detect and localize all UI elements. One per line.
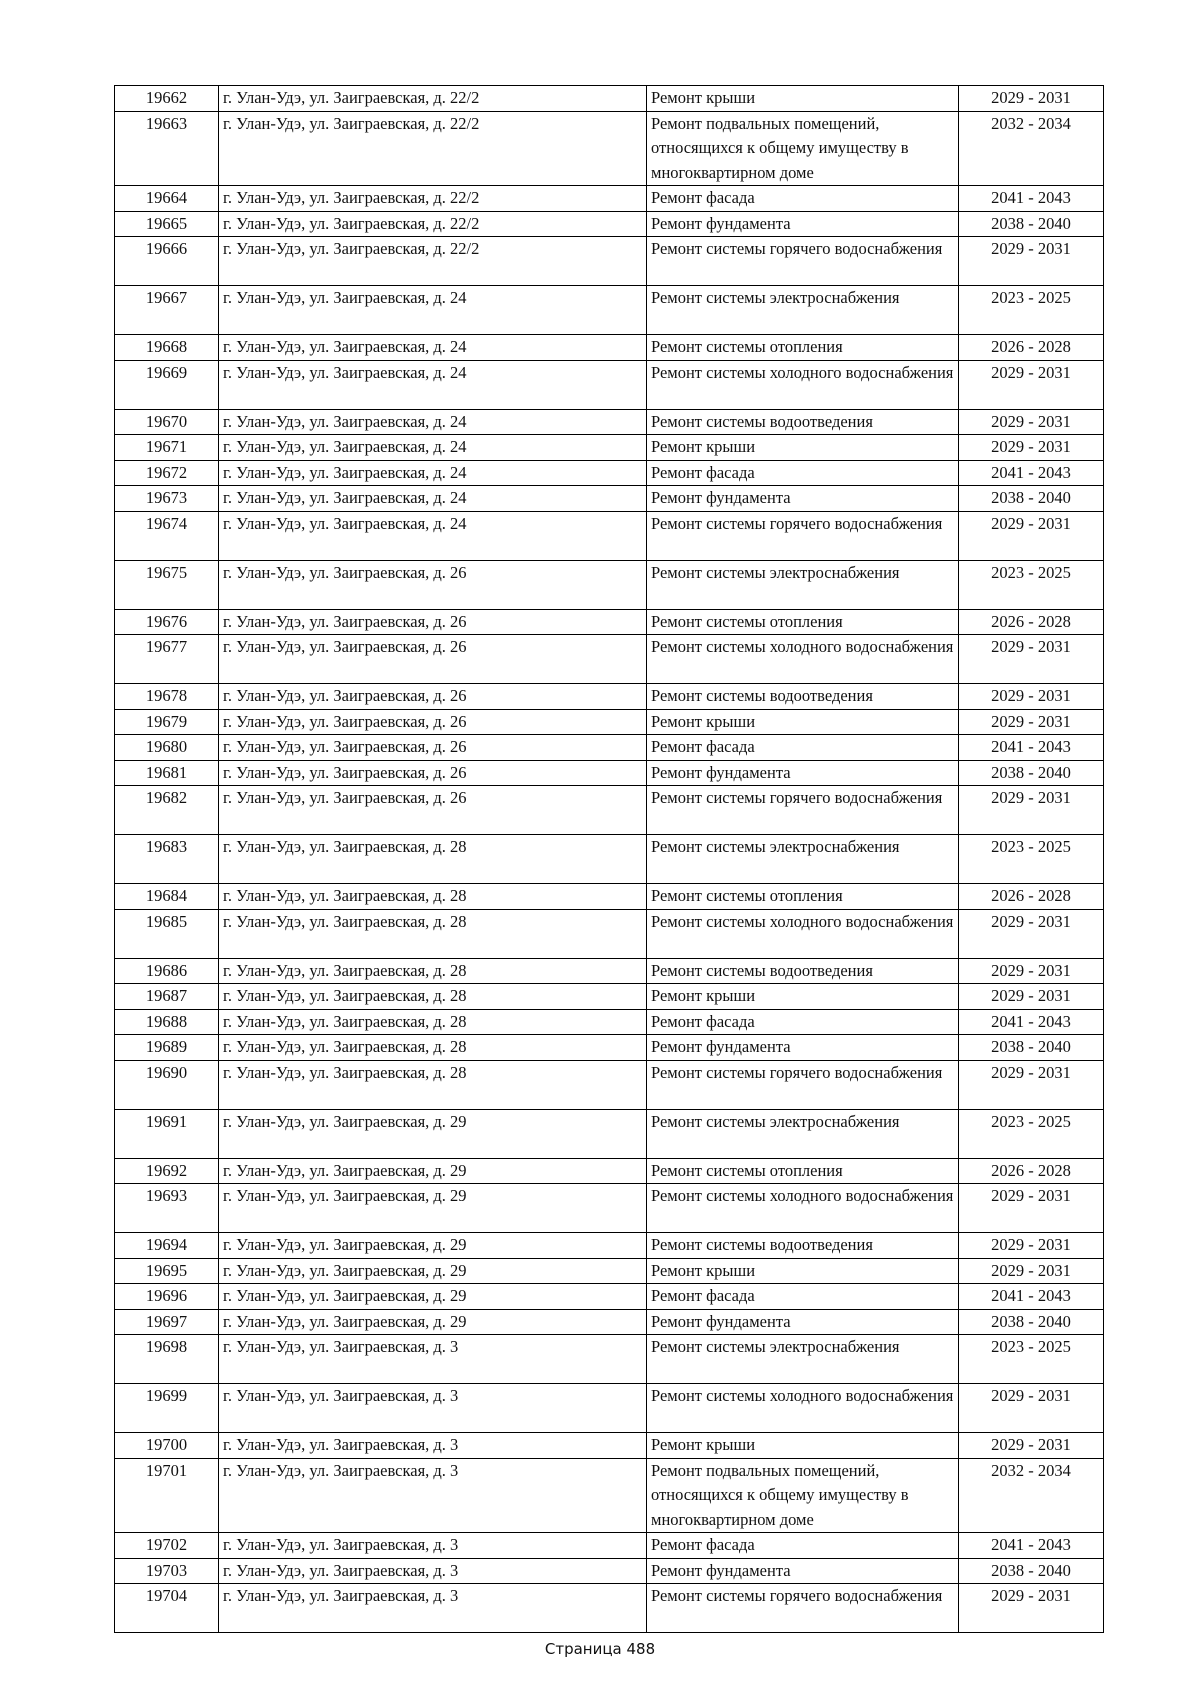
period-cell: 2023 - 2025 bbox=[959, 835, 1104, 884]
work-type-cell: Ремонт системы отопления bbox=[647, 1158, 959, 1184]
table-row bbox=[115, 1258, 1104, 1284]
work-type-cell: Ремонт системы электроснабжения bbox=[647, 1109, 959, 1158]
row-number-cell: 19663 bbox=[115, 111, 219, 186]
table-row bbox=[115, 486, 1104, 512]
table-row bbox=[115, 1109, 1104, 1158]
table-row bbox=[115, 1558, 1104, 1584]
table-row bbox=[115, 1335, 1104, 1384]
work-type-cell: Ремонт системы холодного водоснабжения bbox=[647, 909, 959, 958]
row-number-cell: 19697 bbox=[115, 1309, 219, 1335]
period-cell: 2029 - 2031 bbox=[959, 237, 1104, 286]
address-cell: г. Улан-Удэ, ул. Заиграевская, д. 22/2 bbox=[219, 111, 647, 186]
work-type-cell: Ремонт системы электроснабжения bbox=[647, 286, 959, 335]
row-number-cell: 19701 bbox=[115, 1458, 219, 1533]
row-number-cell: 19669 bbox=[115, 360, 219, 409]
table-row bbox=[115, 1158, 1104, 1184]
period-cell: 2029 - 2031 bbox=[959, 1584, 1104, 1633]
period-cell: 2029 - 2031 bbox=[959, 1233, 1104, 1259]
work-type-cell: Ремонт фундамента bbox=[647, 760, 959, 786]
period-cell: 2041 - 2043 bbox=[959, 460, 1104, 486]
row-number-cell: 19692 bbox=[115, 1158, 219, 1184]
table-row bbox=[115, 884, 1104, 910]
work-type-cell: Ремонт системы отопления bbox=[647, 335, 959, 361]
period-cell: 2041 - 2043 bbox=[959, 1009, 1104, 1035]
row-number-cell: 19678 bbox=[115, 684, 219, 710]
address-cell: г. Улан-Удэ, ул. Заиграевская, д. 28 bbox=[219, 1009, 647, 1035]
row-number-cell: 19683 bbox=[115, 835, 219, 884]
period-cell: 2029 - 2031 bbox=[959, 1433, 1104, 1459]
table-row bbox=[115, 1533, 1104, 1559]
row-number-cell: 19702 bbox=[115, 1533, 219, 1559]
work-type-cell: Ремонт фундамента bbox=[647, 1035, 959, 1061]
work-type-cell: Ремонт фасада bbox=[647, 460, 959, 486]
work-type-cell: Ремонт системы водоотведения bbox=[647, 684, 959, 710]
address-cell: г. Улан-Удэ, ул. Заиграевская, д. 26 bbox=[219, 709, 647, 735]
address-cell: г. Улан-Удэ, ул. Заиграевская, д. 22/2 bbox=[219, 86, 647, 112]
work-type-cell: Ремонт системы водоотведения bbox=[647, 958, 959, 984]
table-row bbox=[115, 760, 1104, 786]
row-number-cell: 19687 bbox=[115, 984, 219, 1010]
address-cell: г. Улан-Удэ, ул. Заиграевская, д. 28 bbox=[219, 1060, 647, 1109]
table-row bbox=[115, 1309, 1104, 1335]
table-row bbox=[115, 286, 1104, 335]
address-cell: г. Улан-Удэ, ул. Заиграевская, д. 28 bbox=[219, 884, 647, 910]
address-cell: г. Улан-Удэ, ул. Заиграевская, д. 29 bbox=[219, 1258, 647, 1284]
period-cell: 2038 - 2040 bbox=[959, 211, 1104, 237]
row-number-cell: 19672 bbox=[115, 460, 219, 486]
row-number-cell: 19695 bbox=[115, 1258, 219, 1284]
row-number-cell: 19700 bbox=[115, 1433, 219, 1459]
period-cell: 2038 - 2040 bbox=[959, 1309, 1104, 1335]
period-cell: 2029 - 2031 bbox=[959, 1258, 1104, 1284]
work-type-cell: Ремонт системы электроснабжения bbox=[647, 835, 959, 884]
table-row bbox=[115, 211, 1104, 237]
table-row bbox=[115, 111, 1104, 186]
address-cell: г. Улан-Удэ, ул. Заиграевская, д. 3 bbox=[219, 1433, 647, 1459]
work-type-cell: Ремонт системы холодного водоснабжения bbox=[647, 360, 959, 409]
address-cell: г. Улан-Удэ, ул. Заиграевская, д. 28 bbox=[219, 958, 647, 984]
row-number-cell: 19694 bbox=[115, 1233, 219, 1259]
row-number-cell: 19699 bbox=[115, 1384, 219, 1433]
work-type-cell: Ремонт крыши bbox=[647, 709, 959, 735]
row-number-cell: 19680 bbox=[115, 735, 219, 761]
table-row bbox=[115, 786, 1104, 835]
work-type-cell: Ремонт фундамента bbox=[647, 211, 959, 237]
period-cell: 2029 - 2031 bbox=[959, 709, 1104, 735]
address-cell: г. Улан-Удэ, ул. Заиграевская, д. 24 bbox=[219, 409, 647, 435]
table-row bbox=[115, 684, 1104, 710]
period-cell: 2038 - 2040 bbox=[959, 1035, 1104, 1061]
table-row bbox=[115, 435, 1104, 461]
work-type-cell: Ремонт подвальных помещений, относящихся к общему имуществу в многоквартирном доме bbox=[647, 1458, 959, 1533]
table-row bbox=[115, 984, 1104, 1010]
work-type-cell: Ремонт системы горячего водоснабжения bbox=[647, 1060, 959, 1109]
table-row bbox=[115, 1184, 1104, 1233]
row-number-cell: 19679 bbox=[115, 709, 219, 735]
work-type-cell: Ремонт фасада bbox=[647, 186, 959, 212]
row-number-cell: 19703 bbox=[115, 1558, 219, 1584]
address-cell: г. Улан-Удэ, ул. Заиграевская, д. 29 bbox=[219, 1233, 647, 1259]
work-type-cell: Ремонт крыши bbox=[647, 1433, 959, 1459]
table-row bbox=[115, 1384, 1104, 1433]
period-cell: 2029 - 2031 bbox=[959, 435, 1104, 461]
period-cell: 2041 - 2043 bbox=[959, 1533, 1104, 1559]
row-number-cell: 19704 bbox=[115, 1584, 219, 1633]
table-row bbox=[115, 609, 1104, 635]
table-row bbox=[115, 735, 1104, 761]
address-cell: г. Улан-Удэ, ул. Заиграевская, д. 3 bbox=[219, 1558, 647, 1584]
period-cell: 2032 - 2034 bbox=[959, 1458, 1104, 1533]
period-cell: 2026 - 2028 bbox=[959, 609, 1104, 635]
period-cell: 2029 - 2031 bbox=[959, 909, 1104, 958]
address-cell: г. Улан-Удэ, ул. Заиграевская, д. 29 bbox=[219, 1284, 647, 1310]
period-cell: 2029 - 2031 bbox=[959, 1384, 1104, 1433]
work-type-cell: Ремонт фундамента bbox=[647, 486, 959, 512]
address-cell: г. Улан-Удэ, ул. Заиграевская, д. 24 bbox=[219, 286, 647, 335]
period-cell: 2029 - 2031 bbox=[959, 684, 1104, 710]
row-number-cell: 19662 bbox=[115, 86, 219, 112]
address-cell: г. Улан-Удэ, ул. Заиграевская, д. 26 bbox=[219, 735, 647, 761]
period-cell: 2029 - 2031 bbox=[959, 360, 1104, 409]
address-cell: г. Улан-Удэ, ул. Заиграевская, д. 29 bbox=[219, 1309, 647, 1335]
row-number-cell: 19681 bbox=[115, 760, 219, 786]
address-cell: г. Улан-Удэ, ул. Заиграевская, д. 24 bbox=[219, 435, 647, 461]
table-row bbox=[115, 1009, 1104, 1035]
table-row bbox=[115, 958, 1104, 984]
work-type-cell: Ремонт фасада bbox=[647, 735, 959, 761]
table-row bbox=[115, 1060, 1104, 1109]
table-row bbox=[115, 186, 1104, 212]
row-number-cell: 19676 bbox=[115, 609, 219, 635]
row-number-cell: 19667 bbox=[115, 286, 219, 335]
table-row bbox=[115, 511, 1104, 560]
table-row bbox=[115, 635, 1104, 684]
period-cell: 2029 - 2031 bbox=[959, 409, 1104, 435]
work-type-cell: Ремонт фундамента bbox=[647, 1309, 959, 1335]
period-cell: 2038 - 2040 bbox=[959, 486, 1104, 512]
address-cell: г. Улан-Удэ, ул. Заиграевская, д. 3 bbox=[219, 1533, 647, 1559]
table-row bbox=[115, 1584, 1104, 1633]
period-cell: 2026 - 2028 bbox=[959, 335, 1104, 361]
row-number-cell: 19689 bbox=[115, 1035, 219, 1061]
address-cell: г. Улан-Удэ, ул. Заиграевская, д. 22/2 bbox=[219, 186, 647, 212]
table-row bbox=[115, 835, 1104, 884]
work-type-cell: Ремонт системы водоотведения bbox=[647, 1233, 959, 1259]
work-type-cell: Ремонт системы водоотведения bbox=[647, 409, 959, 435]
row-number-cell: 19671 bbox=[115, 435, 219, 461]
address-cell: г. Улан-Удэ, ул. Заиграевская, д. 3 bbox=[219, 1584, 647, 1633]
table-row bbox=[115, 1433, 1104, 1459]
table-row bbox=[115, 86, 1104, 112]
work-type-cell: Ремонт системы холодного водоснабжения bbox=[647, 1384, 959, 1433]
work-type-cell: Ремонт системы электроснабжения bbox=[647, 560, 959, 609]
row-number-cell: 19684 bbox=[115, 884, 219, 910]
table-row bbox=[115, 409, 1104, 435]
table-row bbox=[115, 709, 1104, 735]
table-row bbox=[115, 335, 1104, 361]
row-number-cell: 19665 bbox=[115, 211, 219, 237]
period-cell: 2029 - 2031 bbox=[959, 511, 1104, 560]
work-type-cell: Ремонт крыши bbox=[647, 1258, 959, 1284]
table-row bbox=[115, 237, 1104, 286]
address-cell: г. Улан-Удэ, ул. Заиграевская, д. 3 bbox=[219, 1458, 647, 1533]
table-row bbox=[115, 909, 1104, 958]
row-number-cell: 19696 bbox=[115, 1284, 219, 1310]
work-type-cell: Ремонт крыши bbox=[647, 984, 959, 1010]
address-cell: г. Улан-Удэ, ул. Заиграевская, д. 28 bbox=[219, 984, 647, 1010]
address-cell: г. Улан-Удэ, ул. Заиграевская, д. 3 bbox=[219, 1384, 647, 1433]
table-row bbox=[115, 1284, 1104, 1310]
period-cell: 2029 - 2031 bbox=[959, 1060, 1104, 1109]
period-cell: 2023 - 2025 bbox=[959, 286, 1104, 335]
period-cell: 2023 - 2025 bbox=[959, 1335, 1104, 1384]
address-cell: г. Улан-Удэ, ул. Заиграевская, д. 24 bbox=[219, 511, 647, 560]
row-number-cell: 19664 bbox=[115, 186, 219, 212]
page-number: Страница 488 bbox=[544, 1640, 656, 1658]
address-cell: г. Улан-Удэ, ул. Заиграевская, д. 26 bbox=[219, 786, 647, 835]
row-number-cell: 19682 bbox=[115, 786, 219, 835]
work-type-cell: Ремонт системы электроснабжения bbox=[647, 1335, 959, 1384]
address-cell: г. Улан-Удэ, ул. Заиграевская, д. 29 bbox=[219, 1184, 647, 1233]
row-number-cell: 19690 bbox=[115, 1060, 219, 1109]
row-number-cell: 19693 bbox=[115, 1184, 219, 1233]
work-type-cell: Ремонт крыши bbox=[647, 435, 959, 461]
work-type-cell: Ремонт системы отопления bbox=[647, 884, 959, 910]
work-type-cell: Ремонт системы горячего водоснабжения bbox=[647, 1584, 959, 1633]
period-cell: 2038 - 2040 bbox=[959, 1558, 1104, 1584]
work-type-cell: Ремонт фасада bbox=[647, 1009, 959, 1035]
period-cell: 2026 - 2028 bbox=[959, 1158, 1104, 1184]
period-cell: 2041 - 2043 bbox=[959, 1284, 1104, 1310]
work-type-cell: Ремонт фасада bbox=[647, 1284, 959, 1310]
address-cell: г. Улан-Удэ, ул. Заиграевская, д. 29 bbox=[219, 1109, 647, 1158]
table-row bbox=[115, 560, 1104, 609]
work-type-cell: Ремонт системы холодного водоснабжения bbox=[647, 635, 959, 684]
table-row bbox=[115, 1233, 1104, 1259]
row-number-cell: 19691 bbox=[115, 1109, 219, 1158]
work-type-cell: Ремонт крыши bbox=[647, 86, 959, 112]
address-cell: г. Улан-Удэ, ул. Заиграевская, д. 26 bbox=[219, 635, 647, 684]
period-cell: 2029 - 2031 bbox=[959, 958, 1104, 984]
address-cell: г. Улан-Удэ, ул. Заиграевская, д. 3 bbox=[219, 1335, 647, 1384]
address-cell: г. Улан-Удэ, ул. Заиграевская, д. 22/2 bbox=[219, 237, 647, 286]
period-cell: 2041 - 2043 bbox=[959, 735, 1104, 761]
row-number-cell: 19698 bbox=[115, 1335, 219, 1384]
period-cell: 2041 - 2043 bbox=[959, 186, 1104, 212]
work-type-cell: Ремонт фасада bbox=[647, 1533, 959, 1559]
row-number-cell: 19668 bbox=[115, 335, 219, 361]
period-cell: 2029 - 2031 bbox=[959, 635, 1104, 684]
period-cell: 2029 - 2031 bbox=[959, 1184, 1104, 1233]
address-cell: г. Улан-Удэ, ул. Заиграевская, д. 26 bbox=[219, 609, 647, 635]
period-cell: 2023 - 2025 bbox=[959, 560, 1104, 609]
row-number-cell: 19673 bbox=[115, 486, 219, 512]
period-cell: 2029 - 2031 bbox=[959, 786, 1104, 835]
row-number-cell: 19686 bbox=[115, 958, 219, 984]
work-type-cell: Ремонт подвальных помещений, относящихся к общему имуществу в многоквартирном доме bbox=[647, 111, 959, 186]
period-cell: 2029 - 2031 bbox=[959, 984, 1104, 1010]
row-number-cell: 19685 bbox=[115, 909, 219, 958]
period-cell: 2029 - 2031 bbox=[959, 86, 1104, 112]
address-cell: г. Улан-Удэ, ул. Заиграевская, д. 29 bbox=[219, 1158, 647, 1184]
address-cell: г. Улан-Удэ, ул. Заиграевская, д. 28 bbox=[219, 1035, 647, 1061]
period-cell: 2038 - 2040 bbox=[959, 760, 1104, 786]
address-cell: г. Улан-Удэ, ул. Заиграевская, д. 26 bbox=[219, 684, 647, 710]
address-cell: г. Улан-Удэ, ул. Заиграевская, д. 28 bbox=[219, 835, 647, 884]
table-row bbox=[115, 460, 1104, 486]
address-cell: г. Улан-Удэ, ул. Заиграевская, д. 24 bbox=[219, 360, 647, 409]
work-type-cell: Ремонт фундамента bbox=[647, 1558, 959, 1584]
row-number-cell: 19677 bbox=[115, 635, 219, 684]
table-row bbox=[115, 1035, 1104, 1061]
row-number-cell: 19675 bbox=[115, 560, 219, 609]
address-cell: г. Улан-Удэ, ул. Заиграевская, д. 24 bbox=[219, 460, 647, 486]
row-number-cell: 19670 bbox=[115, 409, 219, 435]
work-type-cell: Ремонт системы горячего водоснабжения bbox=[647, 237, 959, 286]
address-cell: г. Улан-Удэ, ул. Заиграевская, д. 26 bbox=[219, 560, 647, 609]
work-type-cell: Ремонт системы горячего водоснабжения bbox=[647, 511, 959, 560]
table-row bbox=[115, 360, 1104, 409]
period-cell: 2032 - 2034 bbox=[959, 111, 1104, 186]
address-cell: г. Улан-Удэ, ул. Заиграевская, д. 28 bbox=[219, 909, 647, 958]
row-number-cell: 19666 bbox=[115, 237, 219, 286]
period-cell: 2023 - 2025 bbox=[959, 1109, 1104, 1158]
work-type-cell: Ремонт системы отопления bbox=[647, 609, 959, 635]
work-type-cell: Ремонт системы горячего водоснабжения bbox=[647, 786, 959, 835]
address-cell: г. Улан-Удэ, ул. Заиграевская, д. 22/2 bbox=[219, 211, 647, 237]
row-number-cell: 19674 bbox=[115, 511, 219, 560]
work-type-cell: Ремонт системы холодного водоснабжения bbox=[647, 1184, 959, 1233]
row-number-cell: 19688 bbox=[115, 1009, 219, 1035]
table-body bbox=[115, 86, 1104, 1633]
address-cell: г. Улан-Удэ, ул. Заиграевская, д. 24 bbox=[219, 486, 647, 512]
address-cell: г. Улан-Удэ, ул. Заиграевская, д. 26 bbox=[219, 760, 647, 786]
period-cell: 2026 - 2028 bbox=[959, 884, 1104, 910]
repair-schedule-table bbox=[114, 85, 1104, 1633]
address-cell: г. Улан-Удэ, ул. Заиграевская, д. 24 bbox=[219, 335, 647, 361]
table-row bbox=[115, 1458, 1104, 1533]
